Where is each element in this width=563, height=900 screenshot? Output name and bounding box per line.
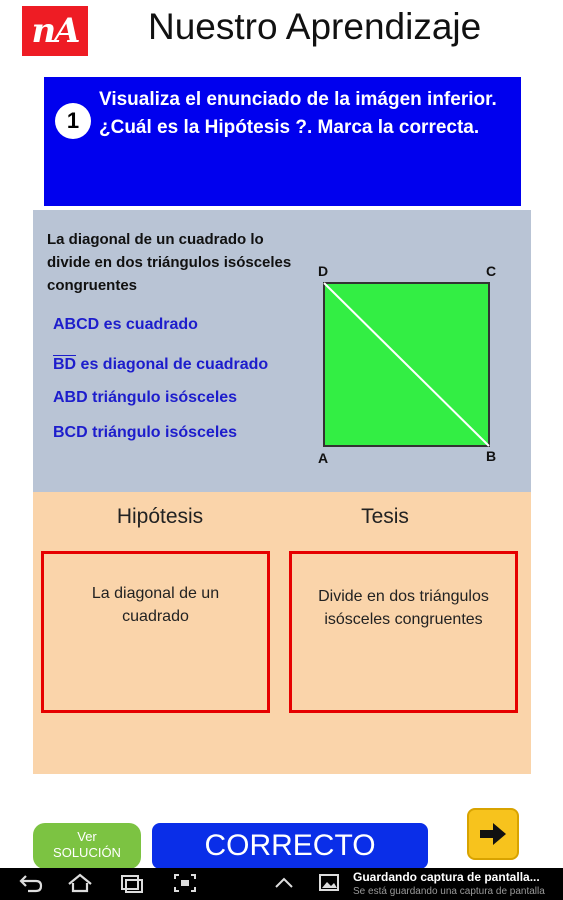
up-chevron-icon[interactable] (272, 872, 296, 894)
premise-label: ABCD (53, 316, 100, 333)
thesis-answer-text: Divide en dos triángulos isósceles congruentes (318, 588, 489, 628)
vertex-d-label: D (318, 263, 329, 279)
premise-text: triángulo isósceles (87, 424, 238, 441)
recent-apps-icon[interactable] (118, 872, 146, 894)
question-number-badge: 1 (55, 103, 91, 139)
vertex-a-label: A (318, 450, 329, 466)
premise-text: es diagonal de cuadrado (76, 356, 269, 373)
premise-item (53, 389, 237, 407)
notification-text: Se está guardando una captura de pantalla (353, 886, 545, 897)
solution-label-line2: SOLUCIÓN (53, 845, 121, 860)
theorem-statement: La diagonal de un cuadrado lo divide en dos triángulos isósceles congruentes (47, 231, 292, 294)
solution-label-line1: Ver (77, 829, 97, 844)
app-logo: nA (22, 6, 88, 56)
view-solution-button[interactable] (33, 823, 141, 869)
thesis-answer-box[interactable] (289, 551, 518, 713)
next-button[interactable] (467, 808, 519, 860)
question-text: Visualiza el enunciado de la imágen inferior.¿Cuál es la Hipótesis ?. Marca la correcta. (99, 89, 497, 138)
vertex-c-label: C (486, 263, 497, 279)
premise-item (53, 356, 268, 374)
home-icon[interactable] (66, 872, 94, 894)
app-title: Nuestro Aprendizaje (148, 6, 482, 47)
notification-title: Guardando captura de pantalla... (353, 870, 540, 884)
result-correct-button[interactable]: CORRECTO (152, 823, 428, 869)
premise-text: es cuadrado (99, 316, 198, 333)
arrow-right-icon (478, 821, 508, 847)
image-icon (318, 872, 340, 894)
premise-item (53, 424, 237, 442)
back-icon[interactable] (18, 872, 44, 894)
vertex-b-label: B (486, 448, 497, 464)
hypothesis-answer-text: La diagonal de un cuadrado (91, 585, 220, 625)
premise-label: BCD (53, 424, 88, 441)
hypothesis-heading: Hipótesis (116, 505, 204, 528)
square-diagram (310, 258, 510, 468)
hypothesis-answer-box[interactable] (41, 551, 270, 713)
premise-label: ABD (53, 389, 88, 406)
thesis-heading: Tesis (361, 505, 409, 528)
screenshot-icon[interactable] (172, 872, 198, 894)
segment-label: BD (53, 356, 77, 373)
premise-text: triángulo isósceles (87, 389, 238, 406)
premise-item (53, 316, 198, 334)
